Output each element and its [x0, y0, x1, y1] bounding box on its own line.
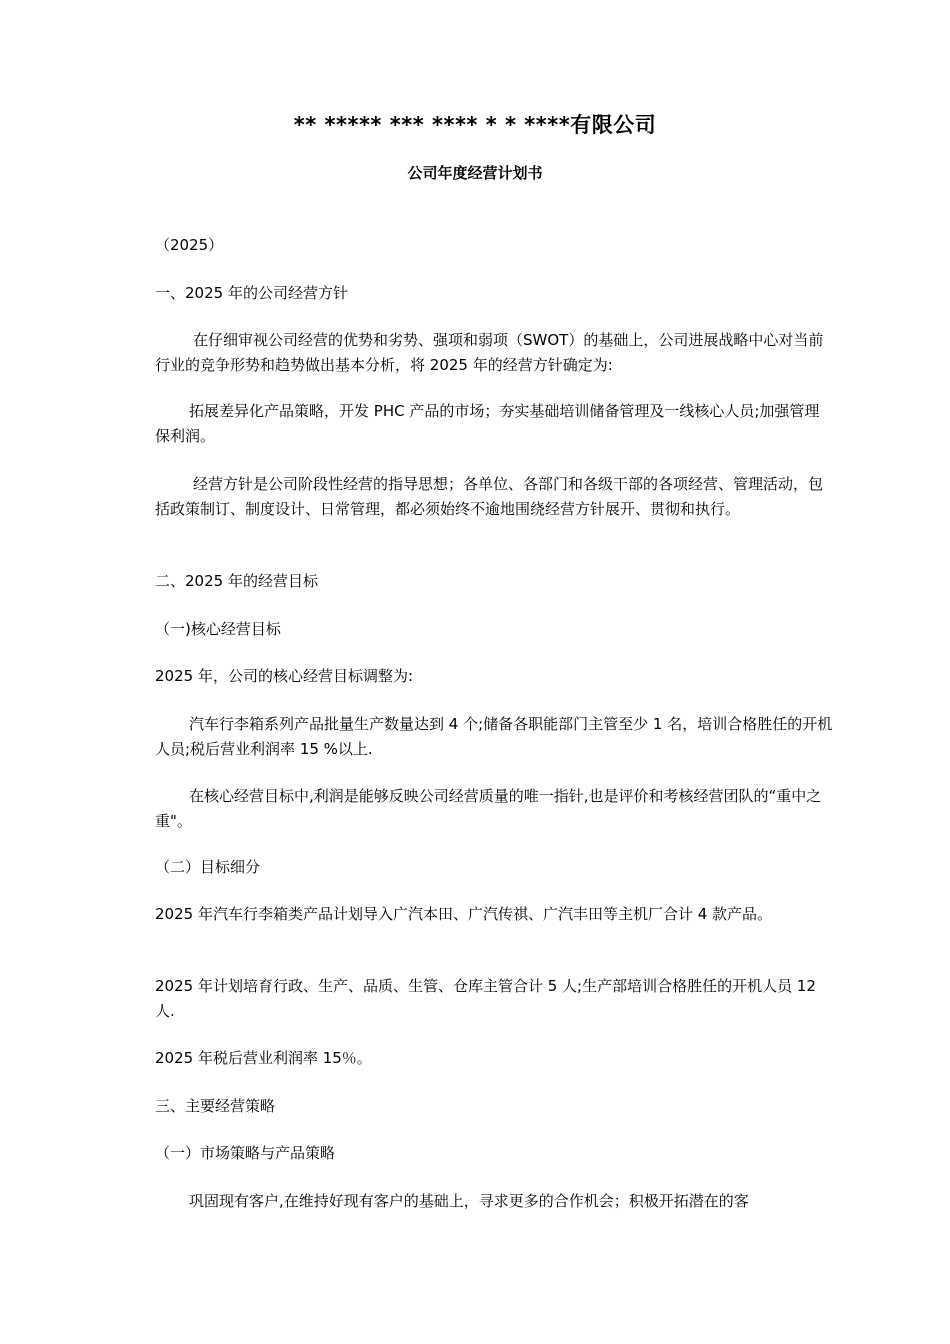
- subsection-heading-3-1: （一）市场策略与产品策略: [155, 1144, 336, 1162]
- paragraph-target-products: 2025 年汽车行李箱类产品计划导入广汽本田、广汽传祺、广汽丰田等主机厂合计 4 款产品。: [155, 905, 773, 923]
- section-heading-2: 二、2025 年的经营目标: [155, 572, 318, 590]
- paragraph-profit-emphasis: 在核心经营目标中,利润是能够反映公司经营质量的唯一指针,也是评价和考核经营团队的“重中之重"。: [155, 787, 822, 830]
- paragraph-target-staff: 2025 年计划培育行政、生产、品质、生管、仓库主管合计 5 人;生产部培训合格胜任的开机人员 12 人.: [155, 977, 816, 1020]
- section-heading-3: 三、主要经营策略: [155, 1097, 276, 1115]
- paragraph-policy-guidance: 经营方针是公司阶段性经营的指导思想；各单位、各部门和各级干部的各项经营、管理活动，包括政策制订、制度设计、日常管理，都必须始终不逾地围绕经营方针展开、贯彻和执行。: [155, 475, 824, 518]
- paragraph-core-goal-intro: 2025 年，公司的核心经营目标调整为:: [155, 667, 413, 685]
- section-heading-1: 一、2025 年的公司经营方针: [155, 284, 348, 302]
- document-subtitle: 公司年度经营计划书: [407, 164, 543, 182]
- paragraph-market-strategy: 巩固现有客户,在维持好现有客户的基础上，寻求更多的合作机会；积极开拓潜在的客: [189, 1192, 749, 1210]
- year-line: （2025）: [155, 236, 224, 254]
- paragraph-policy-intro: 在仔细审视公司经营的优势和劣势、强项和弱项（SWOT）的基础上，公司进展战略中心对当前行业的竞争形势和趋势做出基本分析，将 2025 年的经营方针确定为:: [155, 331, 824, 374]
- subsection-heading-2-2: （二）目标细分: [155, 858, 261, 876]
- paragraph-core-goal-detail: 汽车行李箱系列产品批量生产数量达到 4 个;储备各职能部门主管至少 1 名，培训合格胜任的开机人员;税后营业利润率 15 %以上.: [155, 715, 833, 758]
- paragraph-policy-statement: 拓展差异化产品策略，开发 PHC 产品的市场；夯实基础培训储备管理及一线核心人员;加强管理保利润。: [155, 402, 820, 445]
- subsection-heading-2-1: （一)核心经营目标: [155, 620, 281, 638]
- paragraph-target-profit: 2025 年税后营业利润率 15％。: [155, 1049, 372, 1067]
- company-title: ** ***** *** **** * * ****有限公司: [293, 113, 657, 137]
